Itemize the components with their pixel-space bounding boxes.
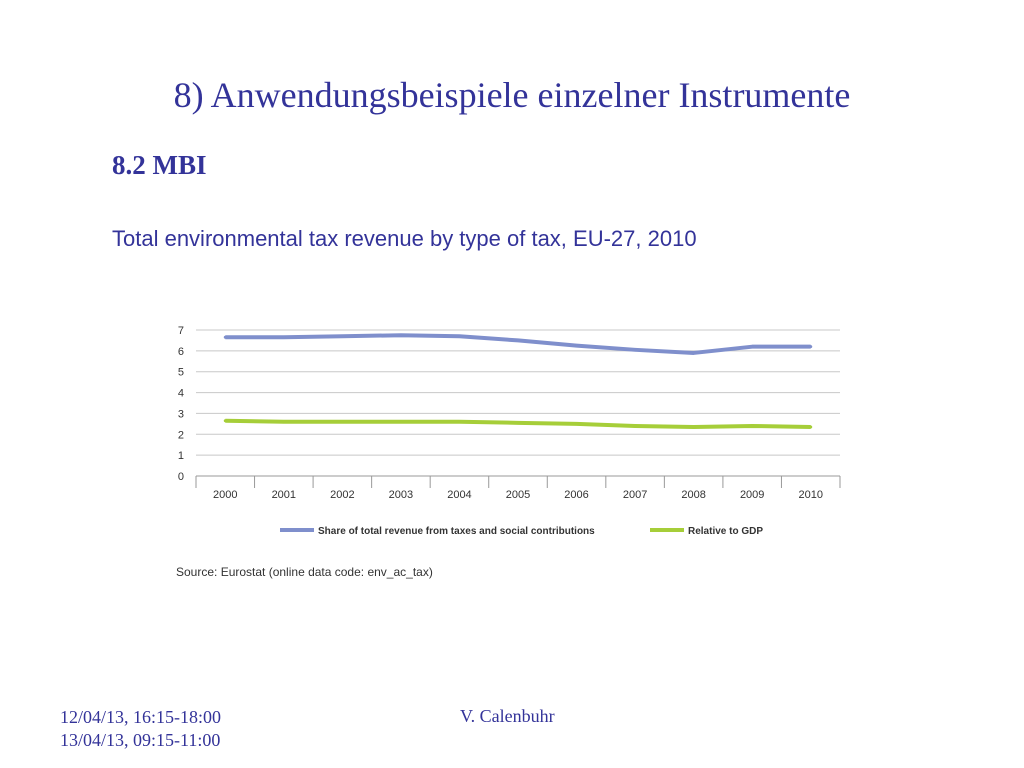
series-1-point bbox=[399, 334, 402, 337]
line-chart bbox=[160, 310, 860, 590]
series-2-point bbox=[224, 419, 227, 422]
chart-y-ticks bbox=[178, 325, 184, 483]
series-1-point bbox=[517, 339, 520, 342]
series-1-point bbox=[282, 336, 285, 339]
series-2-point bbox=[517, 421, 520, 424]
x-tick-label: 2004 bbox=[447, 489, 472, 501]
series-1-point bbox=[809, 345, 812, 348]
series-2-point bbox=[458, 420, 461, 423]
x-tick-label: 2010 bbox=[798, 489, 823, 501]
x-tick-label: 2005 bbox=[505, 489, 531, 501]
legend-label-1: Share of total revenue from taxes and social contributions bbox=[318, 526, 595, 537]
y-tick-label: 2 bbox=[177, 429, 184, 442]
y-tick-label: 7 bbox=[177, 325, 184, 337]
chart-x-ticks bbox=[213, 489, 823, 501]
x-tick-label: 2007 bbox=[622, 489, 648, 501]
footer-author: V. Calenbuhr bbox=[460, 706, 555, 726]
x-tick-label: 2009 bbox=[739, 489, 765, 501]
series-1-point bbox=[575, 344, 578, 347]
chart-legend bbox=[280, 526, 763, 537]
footer-date-line-2: 13/04/13, 09:15-11:00 bbox=[60, 730, 221, 750]
slide-title: 8) Anwendungsbeispiele einzelner Instrumente bbox=[173, 75, 851, 115]
x-tick-label: 2000 bbox=[213, 489, 238, 501]
series-1-point bbox=[692, 351, 695, 354]
y-tick-label: 1 bbox=[177, 450, 184, 463]
series-2-point bbox=[634, 424, 637, 427]
series-2-point bbox=[575, 422, 578, 425]
x-tick-label: 2002 bbox=[330, 489, 355, 501]
series-2-point bbox=[399, 420, 402, 423]
x-tick-label: 2001 bbox=[271, 489, 297, 501]
series-2-point bbox=[809, 425, 812, 428]
series-1-point bbox=[634, 348, 637, 351]
chart-caption: Total environmental tax revenue by type of tax, EU-27, 2010 bbox=[112, 226, 697, 251]
series-line-1 bbox=[225, 335, 810, 353]
x-tick-label: 2003 bbox=[388, 489, 414, 501]
series-1-point bbox=[751, 345, 754, 348]
y-tick-label: 3 bbox=[177, 408, 184, 421]
series-2-point bbox=[341, 420, 344, 423]
series-1-point bbox=[341, 335, 344, 338]
chart-source: Source: Eurostat (online data code: env_ac_tax) bbox=[176, 565, 433, 579]
y-tick-label: 4 bbox=[177, 387, 184, 400]
footer-dates bbox=[60, 706, 221, 752]
x-tick-label: 2006 bbox=[564, 489, 589, 501]
chart-series bbox=[224, 334, 812, 429]
series-2-point bbox=[282, 420, 285, 423]
x-tick-label: 2008 bbox=[681, 489, 706, 501]
chart-x-axis bbox=[196, 476, 840, 488]
section-subtitle: 8.2 MBI bbox=[112, 150, 207, 180]
y-tick-label: 0 bbox=[177, 471, 184, 483]
series-1-point bbox=[458, 335, 461, 338]
series-2-point bbox=[692, 425, 695, 428]
series-1-point bbox=[224, 336, 227, 339]
y-tick-label: 5 bbox=[177, 366, 184, 379]
y-tick-label: 6 bbox=[177, 345, 184, 358]
footer-date-line-1: 12/04/13, 16:15-18:00 bbox=[60, 707, 221, 727]
legend-label-2: Relative to GDP bbox=[688, 526, 764, 537]
series-2-point bbox=[751, 424, 754, 427]
